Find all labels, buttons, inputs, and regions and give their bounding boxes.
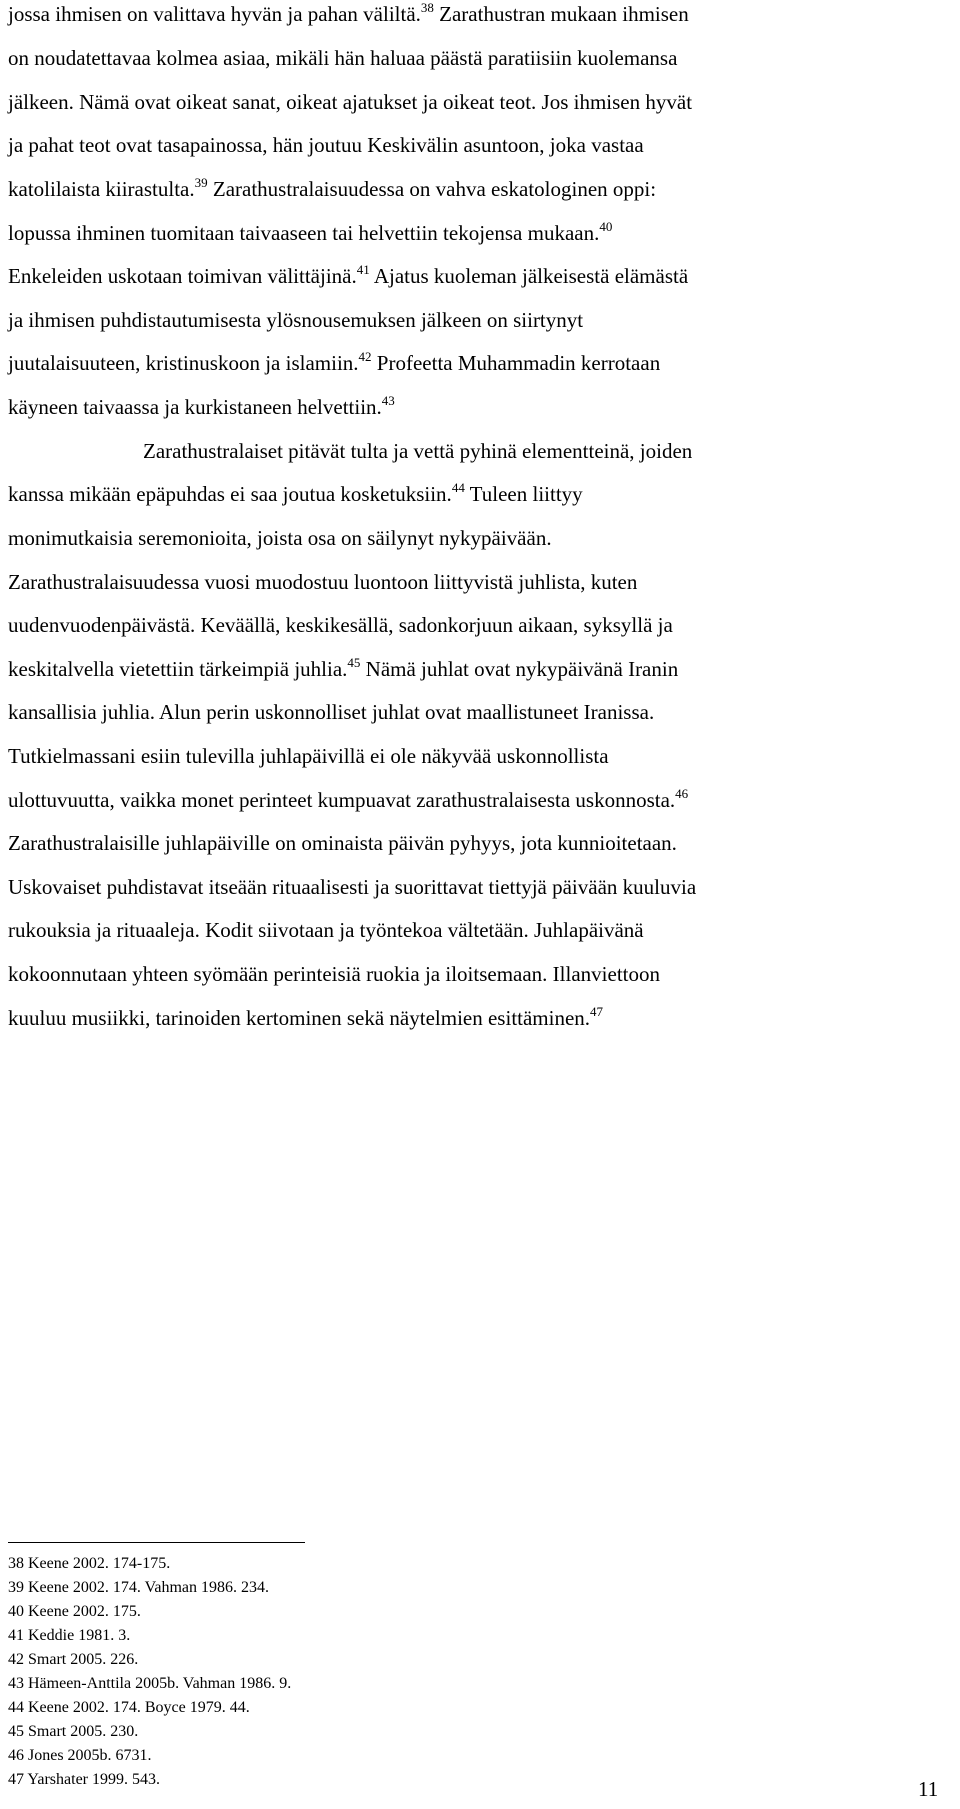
text-line: ja pahat teot ovat tasapainossa, hän joutuu Keskivälin asuntoon, joka vastaa [8, 133, 644, 157]
footnote: 39 Keene 2002. 174. Vahman 1986. 234. [8, 1579, 269, 1596]
footnote-separator [8, 1542, 305, 1543]
footnote-ref[interactable]: 41 [356, 262, 370, 277]
footnote: 46 Jones 2005b. 6731. [8, 1747, 152, 1764]
text-line: kokoonnutaan yhteen syömään perinteisiä ruokia ja iloitsemaan. Illanviettoon [8, 962, 660, 986]
footnote: 38 Keene 2002. 174-175. [8, 1555, 171, 1572]
footnote-ref[interactable]: 38 [420, 0, 434, 15]
text-line: Zarathustralaisuudessa vuosi muodostuu luontoon liittyvistä juhlista, kuten [8, 570, 638, 594]
text-line: monimutkaisia seremonioita, joista osa on säilynyt nykypäivään. [8, 526, 552, 550]
text-line: kuuluu musiikki, tarinoiden kertominen sekä näytelmien esittäminen.$^{47}$ [8, 1004, 604, 1030]
footnote-ref[interactable]: 43 [381, 393, 395, 408]
text-line: rukouksia ja rituaaleja. Kodit siivotaan ja työntekoa vältetään. Juhlapäivänä [8, 918, 644, 942]
page-number: 11 [918, 1777, 939, 1801]
footnote-ref[interactable]: 46 [675, 786, 689, 801]
footnote-ref[interactable]: 40 [599, 219, 613, 234]
footnote: 47 Yarshater 1999. 543. [8, 1771, 160, 1788]
text-line: ja ihmisen puhdistautumisesta ylösnousemuksen jälkeen on siirtynyt [8, 308, 584, 332]
footnote-ref[interactable]: 44 [451, 480, 465, 495]
text-line: on noudatettavaa kolmea asiaa, mikäli hän haluaa päästä paratiisiin kuolemansa [8, 46, 678, 70]
footnote: 41 Keddie 1981. 3. [8, 1627, 131, 1644]
text-line: jossa ihmisen on valittava hyvän ja pahan väliltä.$^{38}$ Zarathustran mukaan ihmisen [8, 0, 689, 26]
footnote: 42 Smart 2005. 226. [8, 1651, 139, 1668]
text-line: Uskovaiset puhdistavat itseään rituaalisesti ja suorittavat tiettyjä päivään kuuluvia [8, 875, 697, 899]
text-line: kansallisia juhlia. Alun perin uskonnolliset juhlat ovat maallistuneet Iranissa. [8, 700, 655, 724]
footnote: 45 Smart 2005. 230. [8, 1723, 139, 1740]
footnote-ref[interactable]: 45 [347, 655, 361, 670]
footnote-ref[interactable]: 47 [590, 1004, 604, 1019]
text-line: lopussa ihminen tuomitaan taivaaseen tai helvettiin tekojensa mukaan.$^{40}$ [8, 219, 613, 245]
text-line: keskitalvella vietettiin tärkeimpiä juhlia.$^{45}$ Nämä juhlat ovat nykypäivänä Iranin [8, 655, 679, 681]
text-line: uudenvuodenpäivästä. Keväällä, keskikesällä, sadonkorjuun aikaan, syksyllä ja [8, 613, 673, 637]
footnote-ref[interactable]: 39 [194, 175, 208, 190]
text-line: jälkeen. Nämä ovat oikeat sanat, oikeat ajatukset ja oikeat teot. Jos ihmisen hyvät [8, 90, 693, 114]
text-line: kanssa mikään epäpuhdas ei saa joutua kosketuksiin.$^{44}$ Tuleen liittyy [8, 480, 583, 506]
text-line: käyneen taivaassa ja kurkistaneen helvettiin.$^{43}$ [8, 393, 395, 419]
footnote: 40 Keene 2002. 175. [8, 1603, 141, 1620]
text-line: ulottuvuutta, vaikka monet perinteet kumpuavat zarathustralaisesta uskonnosta.$^{46}$ [8, 786, 689, 812]
text-line: Enkeleiden uskotaan toimivan välittäjinä.$^{41}$ Ajatus kuoleman jälkeisestä elämästä [8, 262, 689, 288]
text-line: Zarathustralaisille juhlapäiville on ominaista päivän pyhyys, jota kunnioitetaan. [8, 831, 677, 855]
paragraph-first-line: Zarathustralaiset pitävät tulta ja vettä pyhinä elementteinä, joiden [143, 439, 693, 463]
text-line: juutalaisuuteen, kristinuskoon ja islamiin.$^{42}$ Profeetta Muhammadin kerrotaan [8, 349, 661, 375]
footnote: 43 Hämeen-Anttila 2005b. Vahman 1986. 9. [8, 1675, 292, 1692]
text-line: katolilaista kiirastulta.$^{39}$ Zarathustralaisuudessa on vahva eskatologinen oppi: [8, 175, 657, 201]
footnote-ref[interactable]: 42 [358, 349, 372, 364]
text-line: Tutkielmassani esiin tulevilla juhlapäivillä ei ole näkyvää uskonnollista [8, 744, 609, 768]
footnote: 44 Keene 2002. 174. Boyce 1979. 44. [8, 1699, 250, 1716]
